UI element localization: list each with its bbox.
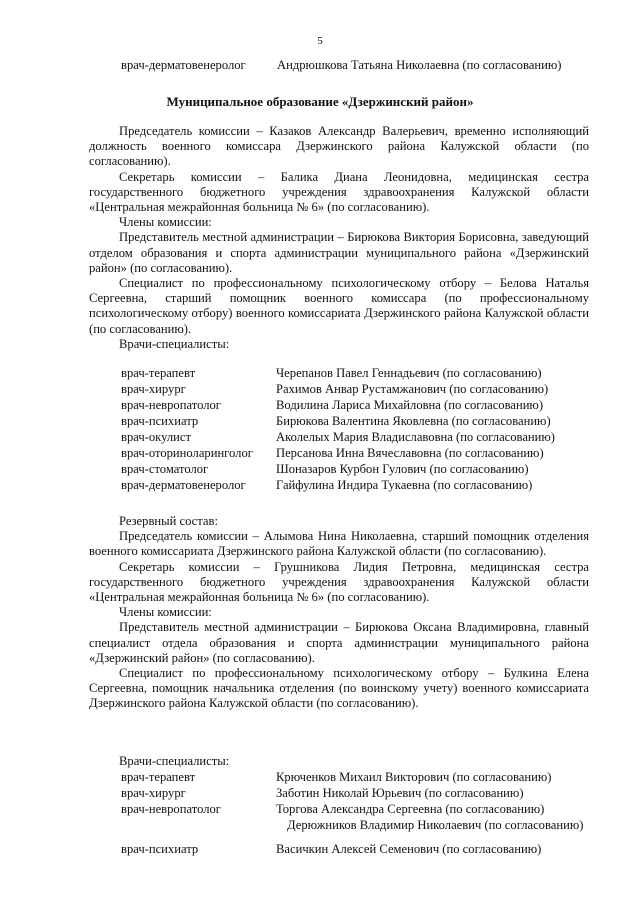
doctor-row: [121, 802, 621, 818]
main-doctors-list: [121, 366, 621, 494]
local-admin-paragraph: Представитель местной администрации – Бирюкова Виктория Борисовна, заведующий отделом образования и спорта администрации муниципального района «Дзержинский район» (по согласованию).: [89, 230, 589, 275]
doctor-role: врач-хирург: [121, 786, 186, 800]
doctor-person: Рахимов Анвар Рустамжанович (по согласованию): [276, 382, 549, 396]
reserve-label: Резервный состав:: [119, 514, 218, 528]
doctor-person: Дерюжников Владимир Николаевич (по согласованию): [287, 818, 584, 832]
doctor-role: врач-оториноларинголог: [121, 446, 253, 460]
reserve-local-admin-paragraph: Представитель местной администрации – Бирюкова Оксана Владимировна, главный специалист отдела образования и спорта администрации муниципального района «Дзержинский район» (по согласованию).: [89, 620, 589, 665]
doctor-role: врач-дерматовенеролог: [121, 478, 246, 492]
secretary-paragraph: Секретарь комиссии – Балика Диана Леонидовна, медицинская сестра государственного бюджетного учреждения здравоохранения Калужской области «Центральная межрайонная больница № 6» (по согласованию).: [89, 169, 589, 215]
doctor-person: Аколелых Мария Владиславовна (по согласованию): [276, 430, 556, 444]
doctor-role: врач-терапевт: [121, 770, 196, 784]
doctor-role: врач-хирург: [121, 382, 186, 396]
chairman-paragraph: Председатель комиссии – Казаков Александр Валерьевич, временно исполняющий должность военного комиссара Дзержинского района Калужской области (по согласованию).: [89, 124, 589, 169]
doctor-row: [121, 446, 621, 462]
doctor-person: Торгова Александра Сергеевна (по согласованию): [276, 802, 545, 816]
reserve-chairman-paragraph: Председатель комиссии – Алымова Нина Николаевна, старший помощник отделения военного комиссариата Дзержинского района Калужской области (по согласованию).: [89, 529, 589, 559]
doctor-person: Васичкин Алексей Семенович (по согласованию): [276, 842, 542, 856]
doctor-row: [121, 430, 621, 446]
doctor-row: [121, 770, 621, 786]
doctor-person: Персанова Инна Вячеславовна (по согласованию): [276, 446, 544, 460]
doctor-person: Бирюкова Валентина Яковлевна (по согласованию): [276, 414, 551, 428]
doctor-person: Заботин Николай Юрьевич (по согласованию): [276, 786, 524, 800]
doctor-person: Гайфулина Индира Тукаевна (по согласованию): [276, 478, 533, 492]
reserve-doctors-list: [121, 770, 621, 858]
doctor-person: Водилина Лариса Михайловна (по согласованию): [276, 398, 544, 412]
reserve-secretary-paragraph: Секретарь комиссии – Грушникова Лидия Петровна, медицинская сестра государственного бюджетного учреждения здравоохранения Калужской области «Центральная межрайонная больница № 6» (по согласованию).: [89, 559, 589, 605]
doctor-row: [121, 414, 621, 430]
doctor-role: [121, 818, 287, 834]
doctor-row: [121, 462, 621, 478]
top-doctor-row: [121, 58, 561, 73]
doctor-role: врач-психиатр: [121, 842, 199, 856]
doctor-row: [121, 366, 621, 382]
members-label: Члены комиссии:: [119, 215, 212, 230]
doctor-row: [121, 398, 621, 414]
doctor-person: Андрюшкова Татьяна Николаевна (по согласованию): [277, 58, 562, 72]
main-composition: [89, 124, 589, 352]
reserve-composition: [89, 514, 589, 712]
doctor-row: [121, 786, 621, 802]
doctor-row: [121, 478, 621, 494]
doctor-role: врач-дерматовенеролог: [121, 58, 246, 72]
doctors-label: Врачи-специалисты:: [119, 336, 230, 351]
reserve-doctors-label-block: [89, 754, 589, 769]
section-title: Муниципальное образование «Дзержинский район»: [166, 94, 474, 109]
doctor-role: врач-окулист: [121, 430, 191, 444]
psych-paragraph: Специалист по профессиональному психологическому отбору – Белова Наталья Сергеевна, старший помощник военного комиссара (по профессиональному психологическому отбору) военного комиссариата Дзержинского района Калужской области (по согласованию).: [89, 276, 589, 336]
page-number: 5: [317, 35, 323, 47]
reserve-doctors-label: Врачи-специалисты:: [119, 754, 230, 768]
doctor-person: Крюченков Михаил Викторович (по согласованию): [276, 770, 552, 784]
reserve-psych-paragraph: Специалист по профессиональному психологическому отбору – Булкина Елена Сергеевна, помощник начальника отделения (по воинскому учету) военного комиссариата Дзержинского района Калужской области (по согласованию).: [89, 666, 589, 711]
doctor-role: врач-невропатолог: [121, 802, 221, 816]
doctor-role: врач-психиатр: [121, 414, 199, 428]
doctor-role: врач-невропатолог: [121, 398, 221, 412]
reserve-members-label: Члены комиссии:: [119, 605, 212, 620]
doctor-role: врач-стоматолог: [121, 462, 209, 476]
doctor-row: [121, 818, 621, 834]
doctor-person: Шоназаров Курбон Гулович (по согласованию): [276, 462, 529, 476]
doctor-role: врач-терапевт: [121, 366, 196, 380]
doctor-row: [121, 382, 621, 398]
doctor-row: [121, 842, 621, 858]
doctor-person: Черепанов Павел Геннадьевич (по согласованию): [276, 366, 542, 380]
